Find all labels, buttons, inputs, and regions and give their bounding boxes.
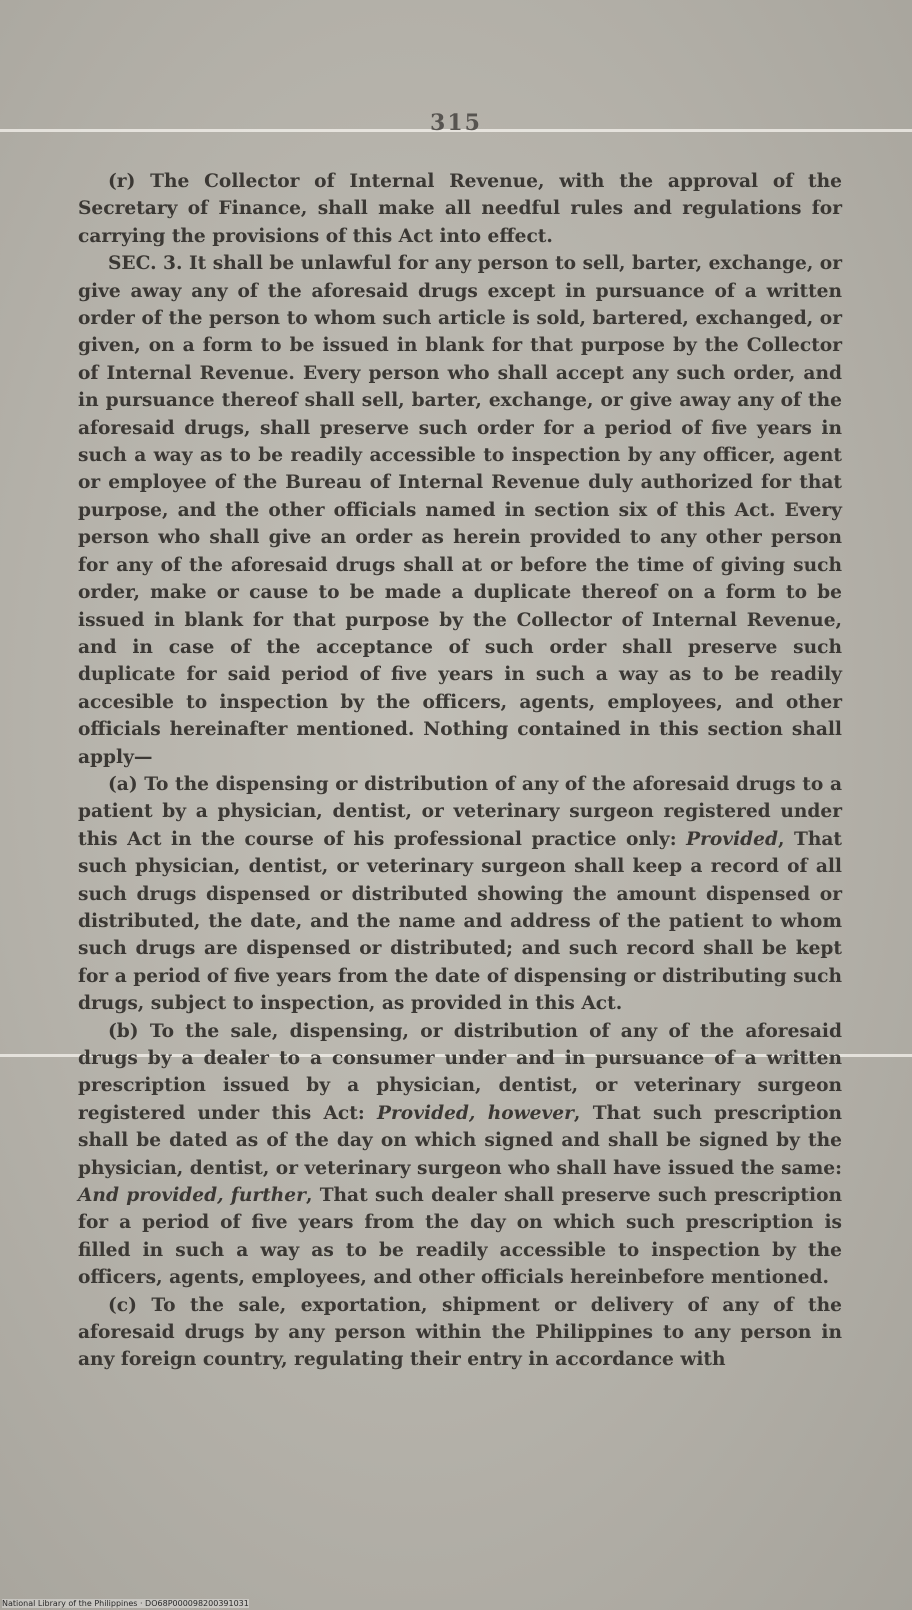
paragraph-a-proviso: Provided xyxy=(686,828,778,850)
paragraph-b xyxy=(78,1018,842,1292)
paragraph-b-text: (b) To the sale, dispensing, or distribution of any of the aforesaid drugs by a dealer to a consumer under and in pursuance of a written prescription issued by a physician, dentist, or veterinary surgeon registered under this Act: xyxy=(78,1020,842,1124)
paragraph-r: (r) The Collector of Internal Revenue, with the approval of the Secretary of Finance, shall make all needful rules and regulations for carrying the provisions of this Act into effect. xyxy=(78,171,842,247)
paragraph-section-3: SEC. 3. It shall be unlawful for any person to sell, barter, exchange, or give away any of the aforesaid drugs except in pursuance of a written order of the person to whom such article is sold, bartered, exchanged, or given, on a form to be issued in blank for that purpose by the Collector of Internal Revenue. Every person who shall accept any such order, and in pursuance thereof shall sell, barter, exchange, or give away any of the aforesaid drugs, shall preserve such order for a period of five years in such a way as to be readily accessible to inspection by any officer, agent or employee of the Bureau of Internal Revenue duly authorized for that purpose, and the other officials named in section six of this Act. Every person who shall give an order as herein provided to any other person for any of the aforesaid drugs shall at or before the time of giving such order, make or cause to be made a duplicate thereof on a form to be issued in blank for that purpose by the Collector of Internal Revenue, and in case of the acceptance of such order shall preserve such duplicate for said period of five years in such a way as to be readily accesible to inspection by the officers, agents, employees, and other officials hereinafter mentioned. Nothing contained in this section shall apply— xyxy=(78,253,842,768)
paragraph-a xyxy=(78,771,842,1018)
paragraph-a-text: (a) To the dispensing or distribution of any of the aforesaid drugs to a patient by a physician, dentist, or veterinary surgeon registered under this Act in the course of his professional practice only: xyxy=(78,773,842,850)
document-body xyxy=(78,168,842,1374)
paragraph-b-text-end: , That such dealer shall preserve such prescription for a period of five years from the day on which such prescription is filled in such a way as to be readily accessible to inspection by the officers, agents, employees, and other officials hereinbefore mentioned. xyxy=(78,1185,842,1289)
paragraph-c: (c) To the sale, exportation, shipment or delivery of any of the aforesaid drugs by any person within the Philippines to any person in any foreign country, regulating their entry in accordance with xyxy=(78,1294,842,1371)
footer-credit: National Library of the Philippines · DO68P000098200391031 xyxy=(2,1599,249,1608)
paragraph-a-text-end: , That such physician, dentist, or veterinary surgeon shall keep a record of all such drugs dispensed or distributed showing the amount dispensed or distributed, the date, and the name and address of the patient to whom such drugs are dispensed or distributed; and such record shall be kept for a period of five years from the date of dispensing or distributing such drugs, subject to inspection, as provided in this Act. xyxy=(78,828,842,1015)
paragraph-b-proviso-1: Provided, however xyxy=(377,1102,574,1124)
paragraph-b-proviso-2: And provided, further xyxy=(78,1185,306,1207)
page-number: 315 xyxy=(430,110,482,136)
paragraph-b-text-mid: , That such prescription shall be dated as of the day on which signed and shall be signed by the physician, dentist, or veterinary surgeon who shall have issued the same: xyxy=(78,1102,843,1179)
